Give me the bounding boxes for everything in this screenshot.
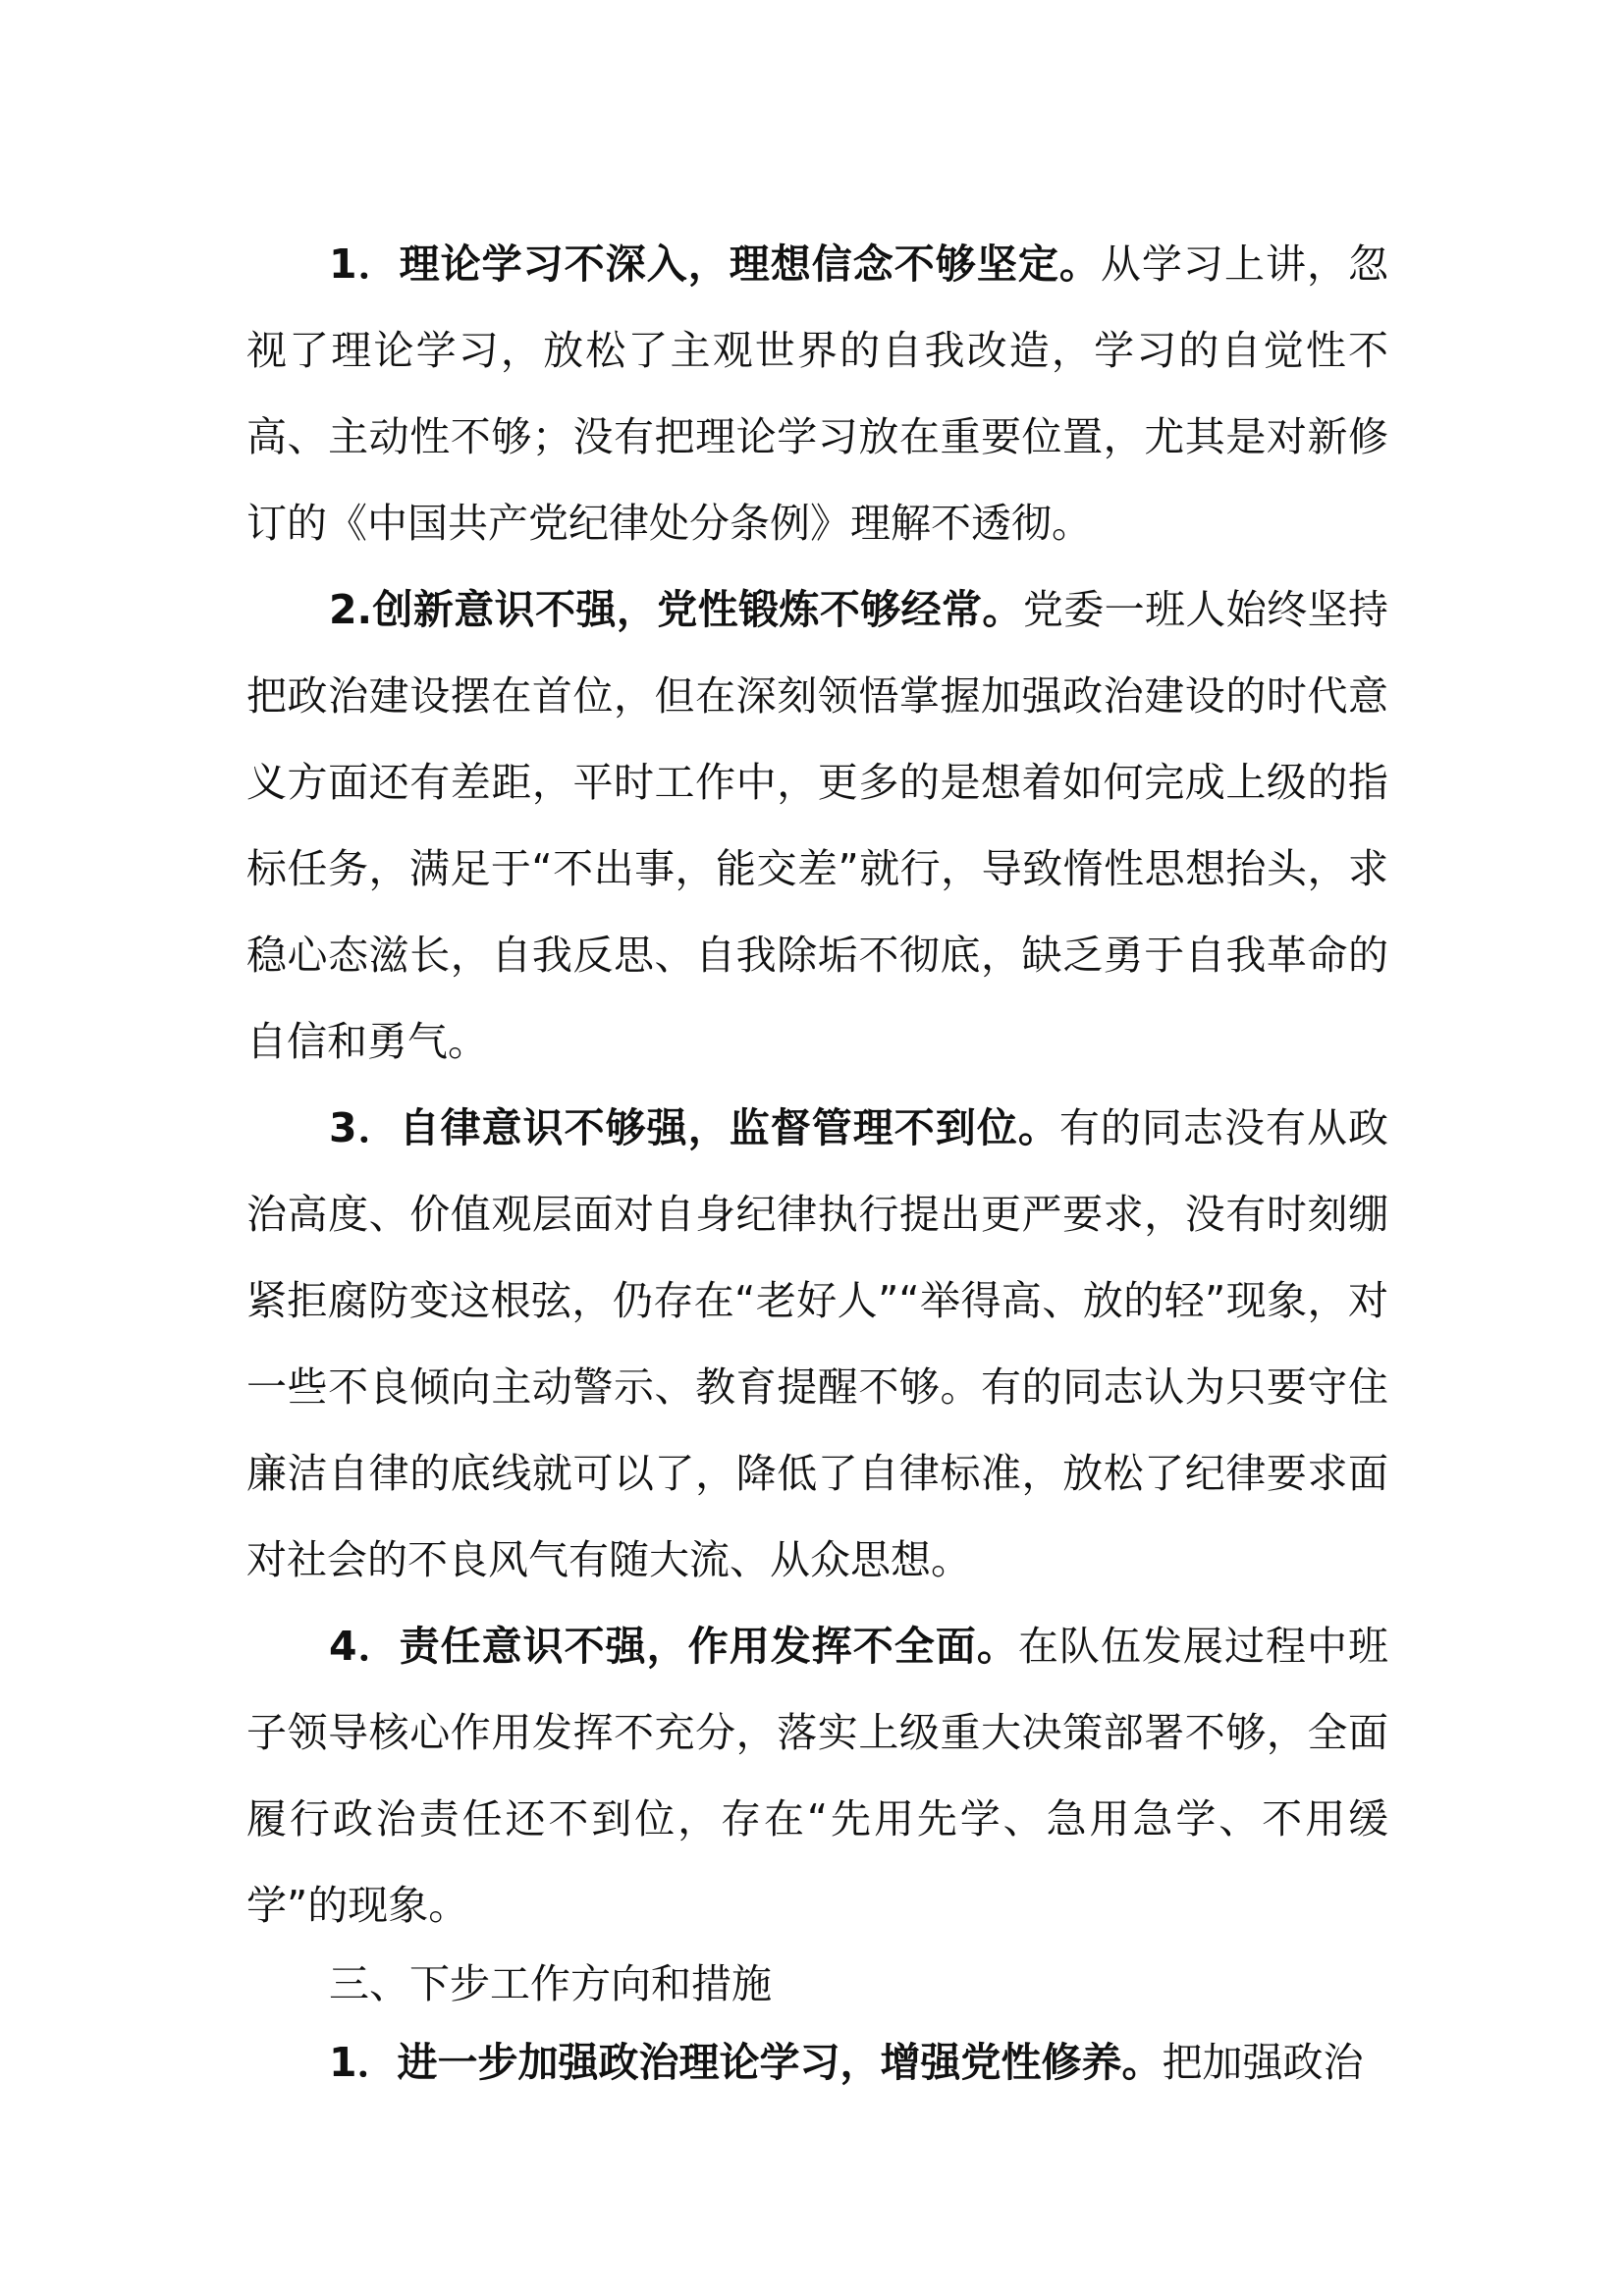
paragraph-4-heading: 4．责任意识不强，作用发挥不全面。 xyxy=(329,1623,1018,1670)
paragraph-5-body: 把加强政治 xyxy=(1162,2039,1364,2086)
paragraph-3-body: 有的同志没有从政治高度、价值观层面对自身纪律执行提出更严要求，没有时刻绷紧拒腐防变这根弦，仍存在“老好人”“举得高、放的轻”现象，对一些不良倾向主动警示、教育提醒不够。有的同志认为只要守住廉洁自律的底线就可以了，降低了自律标准，放松了纪律要求面对社会的不良风气有随大流、从众思想。 xyxy=(246,1104,1389,1583)
paragraph-1-heading: 1．理论学习不深入，理想信念不够坚定。 xyxy=(329,240,1101,288)
paragraph-2-heading: 2.创新意识不强，党性锻炼不够经常。 xyxy=(329,586,1023,633)
paragraph-5-heading: 1．进一步加强政治理论学习，增强党性修养。 xyxy=(329,2039,1163,2086)
paragraph-3 xyxy=(246,1085,1388,1603)
paragraph-4 xyxy=(246,1603,1388,1949)
paragraph-1-body: 从学习上讲，忽视了理论学习，放松了主观世界的自我改造，学习的自觉性不高、主动性不够；没有把理论学习放在重要位置，尤其是对新修订的《中国共产党纪律处分条例》理解不透彻。 xyxy=(246,240,1389,547)
paragraph-1 xyxy=(246,221,1388,566)
document-page xyxy=(246,221,1388,2106)
section-heading: 三、下步工作方向和措施 xyxy=(329,1960,772,2007)
paragraph-2-body: 党委一班人始终坚持把政治建设摆在首位，但在深刻领悟掌握加强政治建设的时代意义方面还有差距，平时工作中，更多的是想着如何完成上级的指标任务，满足于“不出事，能交差”就行，导致惰性思想抬头，求稳心态滋长，自我反思、自我除垢不彻底，缺乏勇于自我革命的自信和勇气。 xyxy=(246,586,1388,1065)
paragraph-2 xyxy=(246,566,1388,1085)
paragraph-3-heading: 3．自律意识不够强，监督管理不到位。 xyxy=(329,1104,1059,1151)
paragraph-5 xyxy=(246,2019,1388,2106)
paragraph-4-body: 在队伍发展过程中班子领导核心作用发挥不充分，落实上级重大决策部署不够，全面履行政治责任还不到位，存在“先用先学、急用急学、不用缓学”的现象。 xyxy=(246,1623,1389,1929)
